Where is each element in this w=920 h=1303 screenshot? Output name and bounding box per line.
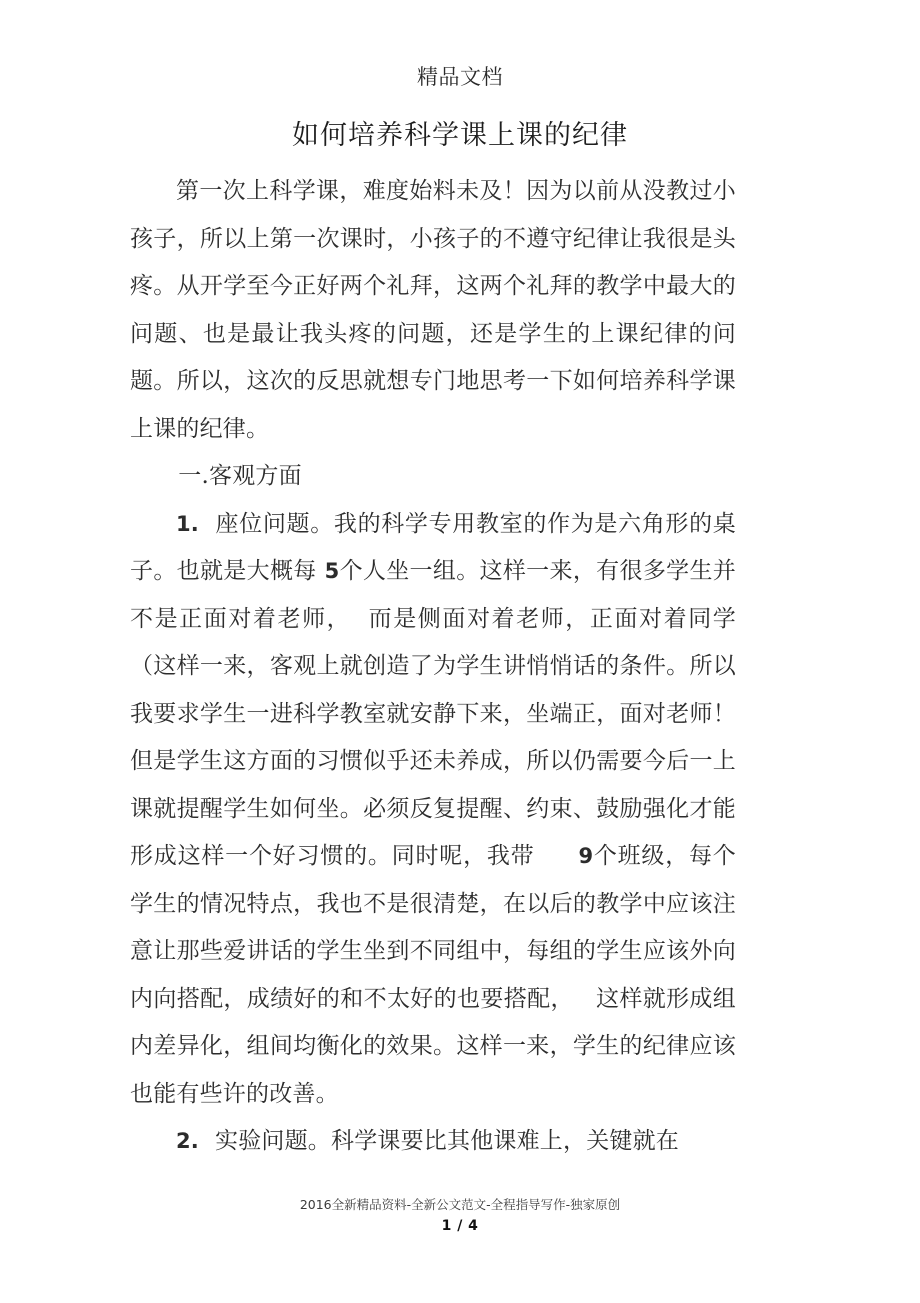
inline-number-five: 5 (324, 559, 340, 583)
list-item-text-b: 个人坐一组。这样一来，有很多学生并不是正面对着老师， (130, 558, 736, 632)
list-item-text-d: 个班级，每个学生的情况特点，我也不是很清楚，在以后的教学中应该注意让那些爱讲话的学生坐到不同组中，每组的学生应该外向内向搭配，成绩好的和不太好的也要搭配， (130, 843, 736, 1012)
list-item-number: 1. (176, 511, 199, 536)
list-item-number: 2. (176, 1129, 199, 1153)
document-footer (0, 1196, 920, 1236)
footer-page-number: 1 / 4 (441, 1218, 479, 1234)
list-item-text-c: 而是侧面对着老师，正面对着同学（这样一来，客观上就创造了为学生讲悄悄话的条件。所以我要求学生一进科学教室就安静下来，坐端正，面对老师！但是学生这方面的习惯似乎还未养成，所以仍需要今后一上课就提醒学生如何坐。必须反复提醒、约束、鼓励强化才能形成这样一个好习惯的。同时呢，我带 (130, 605, 736, 869)
paragraph-intro: 第一次上科学课，难度始料未及！因为以前从没教过小孩子，所以上第一次课时，小孩子的不遵守纪律让我很是头疼。从开学至今正好两个礼拜，这两个礼拜的教学中最大的问题、也是最让我头疼的问题，还是学生的上课纪律的问题。所以，这次的反思就想专门地思考一下如何培养科学课上课的纪律。 (130, 178, 736, 442)
list-item-text-a: 座位问题。我的科学专用教室的作为是六角形的桌子。也就是大概每 (130, 510, 736, 584)
inline-number-nine: 9 (578, 844, 594, 868)
section-heading-objective: 一.客观方面 (178, 463, 302, 489)
page-title: 如何培养科学课上课的纪律 (292, 120, 628, 151)
document-header: 精品文档 (417, 65, 503, 89)
list-item (130, 501, 736, 1119)
list-item-text-e: 这样就形成组内差异化，组间均衡化的效果。这样一来，学生的纪律应该也能有些许的改善。 (130, 985, 736, 1107)
list-item (130, 1118, 736, 1166)
document-body (130, 168, 736, 1166)
list-item-text: 实验问题。科学课要比其他课难上，关键就在 (215, 1128, 679, 1154)
footer-notice: 2016全新精品资料-全新公文范文-全程指导写作-独家原创 (299, 1197, 621, 1212)
